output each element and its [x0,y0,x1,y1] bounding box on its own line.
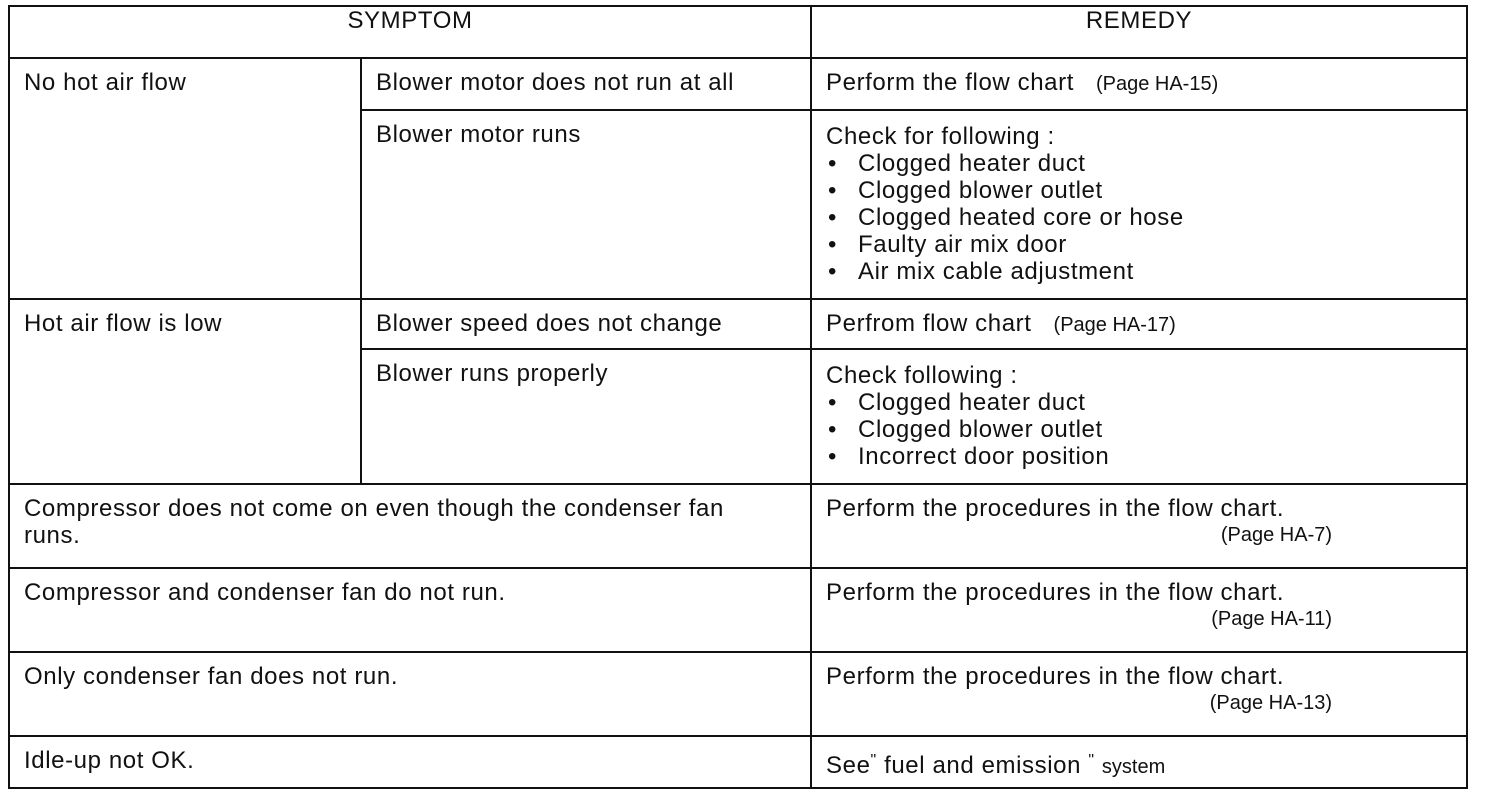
remedy-text: Perform the procedures in the flow chart. [826,663,1285,690]
remedy-text: Perform the procedures in the flow chart. [826,495,1285,522]
list-item: • Clogged heater duct [826,150,1452,177]
symptom-cell [9,568,811,652]
symptom-cell [9,299,361,484]
symptom-text: No hot air flow [24,69,187,96]
table-row [9,299,1467,349]
remedy-cell [811,349,1467,484]
remedy-cell [811,110,1467,299]
remedy-cell [811,568,1467,652]
list-item: • Clogged heater duct [826,389,1452,416]
cause-cell [361,299,811,349]
table-header-row [9,6,1467,58]
symptom-cell [9,736,811,788]
cause-text: Blower speed does not change [376,310,723,337]
symptom-text: Compressor and condenser fan do not run. [24,579,506,606]
page-reference: (Page HA-7) [1220,524,1333,546]
remedy-cell [811,736,1467,788]
table-row [9,736,1467,788]
remedy-text: Perform the flow chart [826,69,1074,96]
close-quote: " [1088,752,1095,769]
symptom-text: Hot air flow is low [24,310,223,337]
page-reference: (Page HA-17) [1053,314,1176,336]
remedy-cell [811,58,1467,110]
table-row [9,484,1467,568]
list-item: • Incorrect door position [826,443,1452,470]
cause-cell [361,349,811,484]
cause-text: Blower motor runs [376,121,581,148]
cause-text: Blower motor does not run at all [376,69,735,96]
table-row [9,568,1467,652]
list-item: • Air mix cable adjustment [826,258,1452,285]
cause-cell [361,110,811,299]
remedy-heading: Check for following : [826,123,1055,150]
remedy-middle-text: fuel and emission [884,752,1082,779]
remedy-cell [811,484,1467,568]
remedy-text: Perform the procedures in the flow chart. [826,579,1285,606]
remedy-text: Perfrom flow chart [826,310,1032,337]
remedy-list [826,389,1452,470]
symptom-cell [9,652,811,736]
symptom-cell [9,58,361,299]
list-item: • Clogged blower outlet [826,177,1452,204]
table-row [9,652,1467,736]
remedy-see-text: See [826,752,871,779]
remedy-header: REMEDY [811,6,1467,58]
remedy-cell [811,652,1467,736]
open-quote: " [870,752,877,769]
symptom-text: Compressor does not come on even though the condenser fan runs. [24,495,724,549]
cause-cell [361,58,811,110]
list-item: • Clogged blower outlet [826,416,1452,443]
page-reference: (Page HA-13) [1209,692,1333,714]
troubleshooting-table [8,5,1468,789]
symptom-cell [9,484,811,568]
symptom-text: Only condenser fan does not run. [24,663,399,690]
table-row [9,58,1467,110]
remedy-list [826,150,1452,285]
list-item: • Faulty air mix door [826,231,1452,258]
list-item: • Clogged heated core or hose [826,204,1452,231]
cause-text: Blower runs properly [376,360,609,387]
remedy-cell [811,299,1467,349]
symptom-text: Idle-up not OK. [24,747,195,774]
remedy-heading: Check following : [826,362,1018,389]
remedy-system-text: system [1101,756,1166,778]
page-reference: (Page HA-15) [1095,73,1219,95]
symptom-header: SYMPTOM [9,6,811,58]
page-reference: (Page HA-11) [1211,608,1333,630]
